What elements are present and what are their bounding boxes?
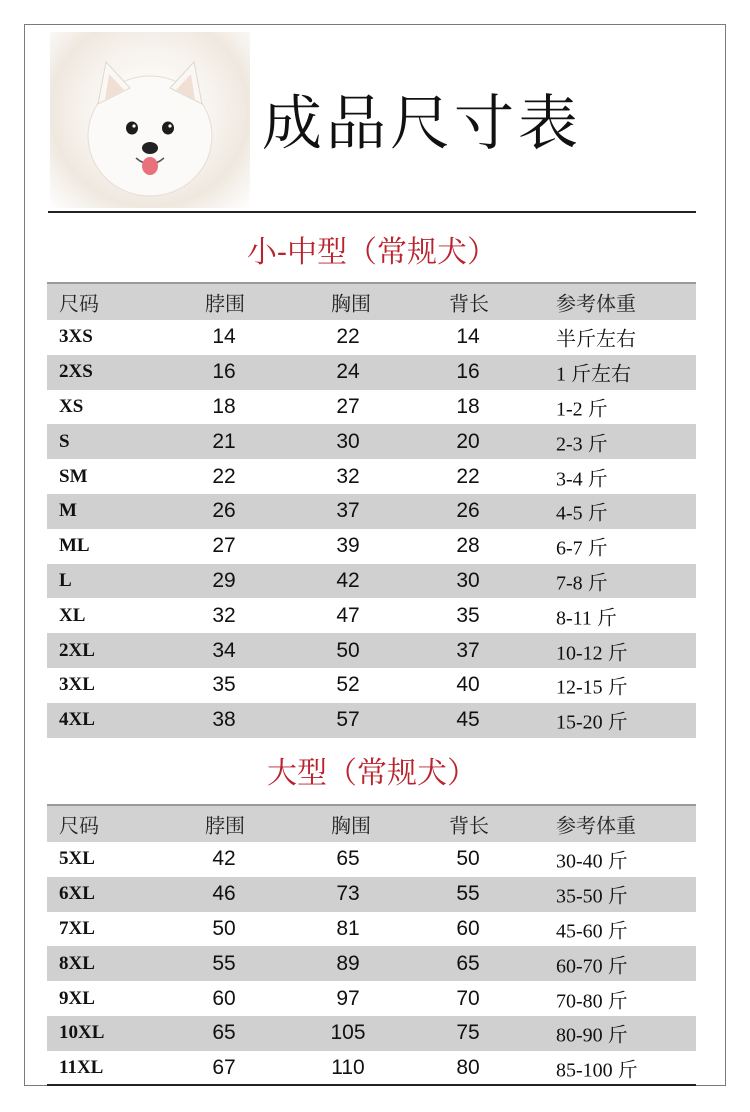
weight-cell: 80-90 斤: [556, 1024, 628, 1047]
neck-cell: 18: [212, 394, 236, 418]
back-cell: 35: [456, 603, 480, 627]
column-header-size: 尺码: [59, 291, 99, 316]
neck-cell: 46: [212, 882, 236, 906]
back-cell: 26: [456, 499, 480, 523]
chest-cell: 57: [336, 708, 360, 732]
size-cell: ML: [59, 535, 90, 557]
chest-cell: 50: [336, 638, 360, 662]
size-cell: 5XL: [59, 848, 95, 870]
chest-cell: 22: [336, 325, 360, 349]
table-row: [47, 842, 696, 877]
table-row: [47, 529, 696, 564]
chest-cell: 52: [336, 673, 360, 697]
weight-cell: 15-20 斤: [556, 711, 628, 734]
size-cell: 2XL: [59, 639, 95, 661]
table-row: [47, 424, 696, 459]
column-header-neck: 脖围: [205, 291, 245, 316]
weight-cell: 3-4 斤: [556, 468, 608, 491]
weight-cell: 60-70 斤: [556, 955, 628, 978]
size-cell: 10XL: [59, 1022, 105, 1044]
header-divider: [48, 211, 696, 213]
back-cell: 18: [456, 394, 480, 418]
weight-cell: 45-60 斤: [556, 920, 628, 943]
back-cell: 14: [456, 325, 480, 349]
weight-cell: 1-2 斤: [556, 398, 608, 421]
chest-cell: 39: [336, 534, 360, 558]
chest-cell: 65: [336, 847, 360, 871]
back-cell: 16: [456, 360, 480, 384]
weight-cell: 8-11 斤: [556, 607, 617, 630]
neck-cell: 27: [212, 534, 236, 558]
neck-cell: 34: [212, 638, 236, 662]
weight-cell: 30-40 斤: [556, 850, 628, 873]
size-cell: 9XL: [59, 987, 95, 1009]
chest-cell: 42: [336, 568, 360, 592]
size-cell: XL: [59, 604, 86, 626]
weight-cell: 85-100 斤: [556, 1059, 638, 1082]
neck-cell: 26: [212, 499, 236, 523]
chest-cell: 24: [336, 360, 360, 384]
neck-cell: 22: [212, 464, 236, 488]
table-header-row: [47, 282, 696, 320]
table-row: [47, 1016, 696, 1051]
table-row: [47, 946, 696, 981]
chest-cell: 30: [336, 429, 360, 453]
chest-cell: 73: [336, 882, 360, 906]
chest-cell: 110: [331, 1056, 365, 1080]
size-cell: 8XL: [59, 952, 95, 974]
back-cell: 37: [456, 638, 480, 662]
neck-cell: 55: [212, 951, 236, 975]
size-cell: M: [59, 500, 77, 522]
weight-cell: 7-8 斤: [556, 572, 608, 595]
table-row: [47, 633, 696, 668]
size-cell: 2XS: [59, 361, 93, 383]
table-row: [47, 355, 696, 390]
weight-cell: 10-12 斤: [556, 642, 628, 665]
size-cell: 11XL: [59, 1057, 104, 1079]
table-row: [47, 459, 696, 494]
chest-cell: 32: [336, 464, 360, 488]
back-cell: 65: [456, 951, 480, 975]
neck-cell: 16: [212, 360, 236, 384]
size-cell: S: [59, 430, 70, 452]
table-row: [47, 668, 696, 703]
size-table-large: [47, 804, 696, 1086]
table-row: [47, 703, 696, 738]
column-header-back: 背长: [449, 813, 489, 838]
back-cell: 45: [456, 708, 480, 732]
column-header-back: 背长: [449, 291, 489, 316]
table-row: [47, 320, 696, 355]
column-header-weight: 参考体重: [556, 291, 636, 316]
size-cell: XS: [59, 395, 84, 417]
size-cell: 6XL: [59, 883, 95, 905]
back-cell: 60: [456, 916, 480, 940]
weight-cell: 2-3 斤: [556, 433, 608, 456]
column-header-chest: 胸围: [331, 291, 371, 316]
size-cell: SM: [59, 465, 88, 487]
column-header-weight: 参考体重: [556, 813, 636, 838]
size-cell: 4XL: [59, 709, 95, 731]
column-header-chest: 胸围: [331, 813, 371, 838]
neck-cell: 60: [212, 986, 236, 1010]
weight-cell: 35-50 斤: [556, 885, 628, 908]
table-row: [47, 564, 696, 599]
column-header-size: 尺码: [59, 813, 99, 838]
neck-cell: 29: [212, 568, 236, 592]
chest-cell: 97: [336, 986, 360, 1010]
neck-cell: 67: [212, 1056, 236, 1080]
neck-cell: 65: [212, 1021, 236, 1045]
neck-cell: 35: [212, 673, 236, 697]
back-cell: 20: [456, 429, 480, 453]
back-cell: 30: [456, 568, 480, 592]
back-cell: 50: [456, 847, 480, 871]
chest-cell: 27: [336, 394, 360, 418]
table-row: [47, 912, 696, 947]
column-header-neck: 脖围: [205, 813, 245, 838]
chest-cell: 89: [336, 951, 360, 975]
neck-cell: 38: [212, 708, 236, 732]
size-cell: L: [59, 569, 72, 591]
back-cell: 28: [456, 534, 480, 558]
back-cell: 40: [456, 673, 480, 697]
table-row: [47, 877, 696, 912]
table-bottom-rule: [47, 1084, 696, 1086]
dog-illustration: [50, 32, 250, 208]
weight-cell: 半斤左右: [556, 328, 636, 351]
back-cell: 22: [456, 464, 480, 488]
neck-cell: 21: [212, 429, 236, 453]
table-row: [47, 390, 696, 425]
size-cell: 3XS: [59, 326, 93, 348]
section-title-small-medium: 小-中型（常规犬）: [246, 235, 498, 270]
neck-cell: 32: [212, 603, 236, 627]
chest-cell: 81: [336, 916, 360, 940]
back-cell: 55: [456, 882, 480, 906]
size-cell: 7XL: [59, 917, 95, 939]
neck-cell: 50: [212, 916, 236, 940]
weight-cell: 1 斤左右: [556, 363, 631, 386]
neck-cell: 42: [212, 847, 236, 871]
chest-cell: 105: [330, 1021, 366, 1045]
chest-cell: 37: [336, 499, 360, 523]
weight-cell: 12-15 斤: [556, 676, 628, 699]
weight-cell: 70-80 斤: [556, 990, 628, 1013]
section-title-large: 大型（常规犬）: [267, 756, 477, 791]
back-cell: 70: [456, 986, 480, 1010]
size-table-small-medium: [47, 282, 696, 738]
back-cell: 80: [456, 1056, 480, 1080]
back-cell: 75: [456, 1021, 480, 1045]
weight-cell: 4-5 斤: [556, 502, 608, 525]
neck-cell: 14: [212, 325, 236, 349]
table-header-row: [47, 804, 696, 842]
weight-cell: 6-7 斤: [556, 537, 608, 560]
size-cell: 3XL: [59, 674, 95, 696]
table-row: [47, 1051, 696, 1086]
chest-cell: 47: [336, 603, 360, 627]
page-title: 成品尺寸表: [262, 89, 582, 159]
table-row: [47, 598, 696, 633]
table-row: [47, 494, 696, 529]
table-row: [47, 981, 696, 1016]
